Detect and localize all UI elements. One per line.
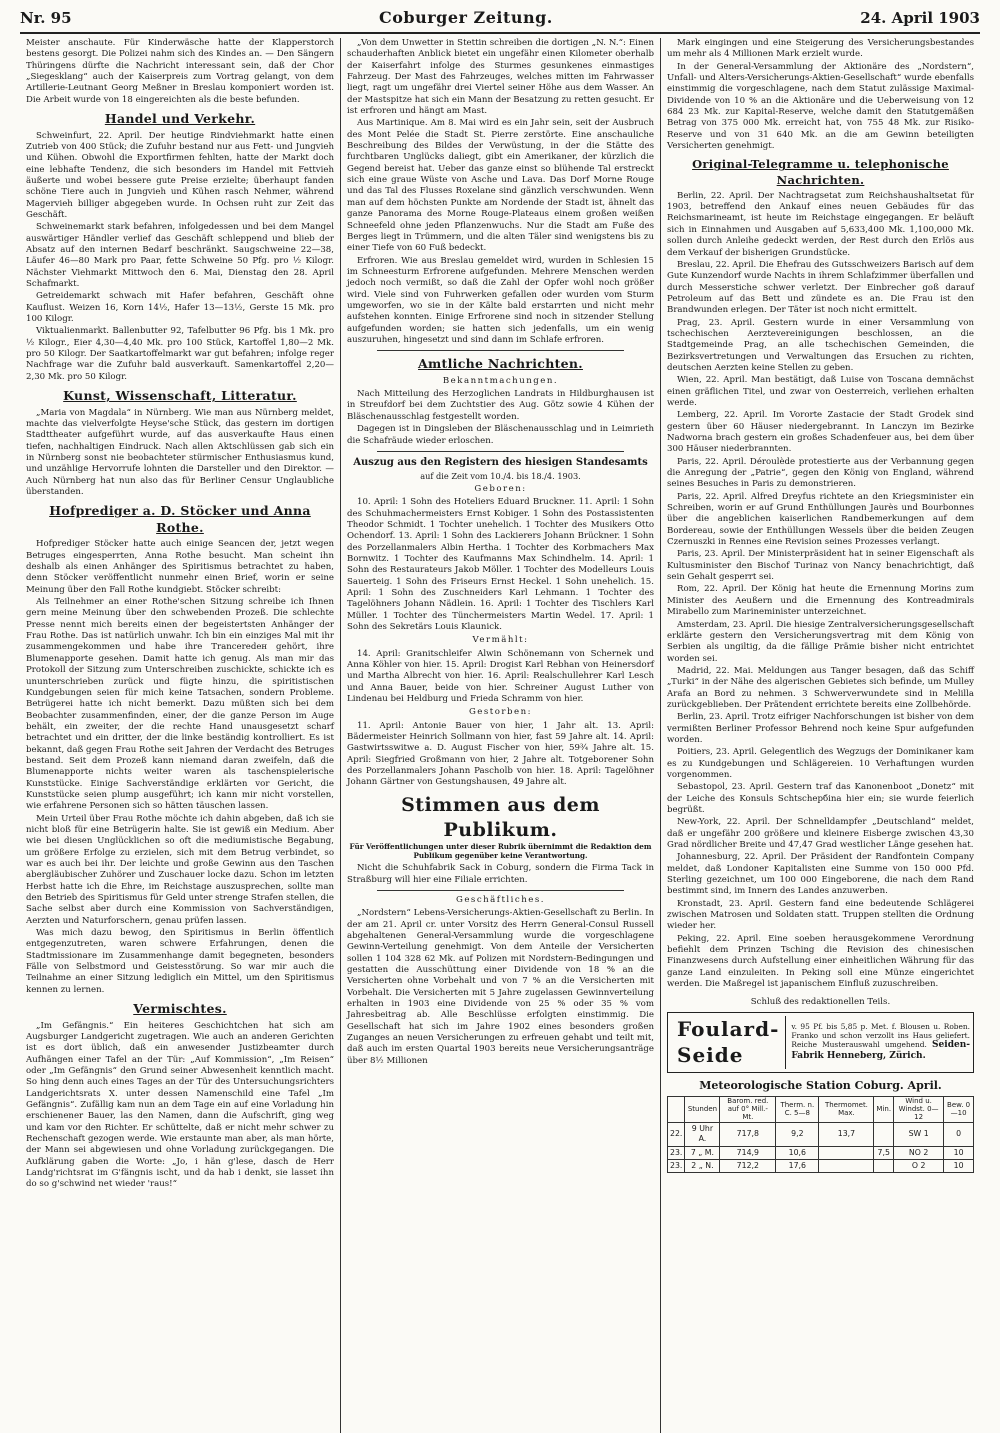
issue-date: 24. April 1903 (860, 9, 980, 27)
weather-cell: 714,9 (720, 1146, 776, 1159)
telegram-item: Peking, 22. April. Eine soeben herausgekommene Verordnung befiehlt dem Prinzen Tsching die Revision des chinesischen Finanzwesens durch Aufstellung einer einheitlichen Währung für das ganze Land einzuleiten. In Peking soll eine Münze eingerichtet werden. Die Maßregel ist japanischem Einfluß zuzuschreiben. (667, 933, 974, 990)
amtliche-heading: Amtliche Nachrichten. (418, 356, 583, 372)
telegram-item: Berlin, 22. April. Der Nachtragsetat zum Reichshaushaltsetat für 1903, betreffend den Ankauf eines neuen Gebäudes für das Reichsmarineamt, ist heute im Reichstage eingegangen. Er beläuft sich in Einnahmen und Ausgaben auf 5,633,400 Mk. 1,100,000 Mk. sollen durch Anleihe gedeckt werden, der Rest durch den Erlös aus dem Verkauf der bisherigen Grundstücke. (667, 190, 974, 258)
handel-paragraph: Getreidemarkt schwach mit Hafer befahren, Geschäft ohne Kauflust. Weizen 16, Korn 14½, Hafer 13—13½, Gerste 15 Mk. pro 100 Kilogr. (26, 291, 334, 325)
column-1 (20, 38, 340, 1433)
telegram-item: Amsterdam, 23. April. Die hiesige Zentralversicherungsgesellschaft erklärte gestern den Versicherungsvertrag mit dem König von Serbien als ungiltig, da die fällige Prämie bisher nicht entrichtet worden sei. (667, 619, 974, 664)
kunst-heading: Kunst, Wissenschaft, Litteratur. (63, 388, 297, 404)
weather-table-title: Meteorologische Station Coburg. April. (699, 1078, 942, 1092)
weather-col-header: Min. (874, 1097, 894, 1123)
vermaehlt-heading: Vermählt: (472, 635, 529, 646)
weather-cell: 17,6 (776, 1160, 819, 1173)
handel-paragraph: Schweinemarkt stark befahren, infolgedessen und bei dem Mangel auswärtiger Händler verlief das Geschäft schleppend und blieb der Absatz auf den internen Bedarf beschränkt. Saugschweine 22—38, Läufer 46—80 Mark pro Paar, fette Schweine 50 Pfg. pro ½ Kilogr. Nächster Viehmarkt Mittwoch den 6. Mai, Dienstag den 28. April Schafmarkt. (26, 222, 334, 290)
weather-cell (874, 1160, 894, 1173)
divider (377, 890, 624, 891)
newspaper-title: Coburger Zeitung. (378, 8, 553, 27)
telegram-item: Paris, 23. April. Der Ministerpräsident hat in seiner Eigenschaft als Kultusminister den Bischof Turinaz von Nancy benachrichtigt, daß sein Gehalt gesperrt sei. (667, 549, 974, 583)
weather-cell: 10 (944, 1146, 974, 1159)
weather-cell: 712,2 (720, 1160, 776, 1173)
ad-seller: Seiden-Fabrik Henneberg, Zürich. (791, 1040, 970, 1062)
stimmen-paragraph: Nicht die Schuhfabrik Sack in Coburg, sondern die Firma Tack in Straßburg will hier eine Filiale errichten. (347, 863, 654, 885)
telegram-item: Wien, 22. April. Man bestätigt, daß Luise von Toscana demnächst einen gräflichen Titel, und zwar von Oesterreich, verliehen erhalten werde. (667, 375, 974, 408)
weather-cell: 9,2 (776, 1123, 819, 1147)
weather-cell: O 2 (894, 1160, 944, 1173)
telegram-item: Paris, 22. April. Déroulède protestierte aus der Verbannung gegen die Anregung der „Patrie“, gegen den König von England, während seines Besuches in Paris zu demonstrieren. (667, 456, 974, 490)
handel-paragraph: Viktualienmarkt. Ballenbutter 92, Tafelbutter 96 Pfg. bis 1 Mk. pro ½ Kilogr., Eier 4,30—4,40 Mk. pro 100 Stück, Kartoffel 1,80—2 Mk. pro 50 Kilogr. Der Saatkartoffelmarkt war gut befahren; infolge reger Nachfrage war die Zufuhr bald ausverkauft. Samenkartoffel 2,20—2,30 Mk. pro 50 Kilogr. (26, 326, 334, 382)
amtliche-paragraph: Nach Mitteilung des Herzoglichen Landrats in Hildburghausen ist in Streufdorf bei dem Zuchtstier des Aug. Götz sowie 4 Kühen der Bläschenausschlag festgestellt worden. (347, 389, 654, 422)
handel-paragraph: Schweinfurt, 22. April. Der heutige Rindviehmarkt hatte einen Zutrieb von 400 Stück; die Zufuhr bestand nur aus Fett- und Jungvieh und Kühen. Obwohl die Exportfirmen fehlten, hatte der Markt doch eine lebhafte Tendenz, die sich besonders im Handel mit Fettvieh äußerte und wobei bessere gute Preise erzielte; überhaupt fanden schöne Tiere auch in Jungvieh und Kühen rasch Nehmer, während Magervieh billiger abgegeben wurde. In Ochsen ruht zur Zeit das Geschäft. (26, 130, 334, 220)
masthead (20, 8, 980, 34)
weather-cell: 2 „ N. (685, 1160, 720, 1173)
weather-col-header: Stunden (685, 1097, 720, 1123)
weather-cell: SW 1 (894, 1123, 944, 1147)
telegram-item: Rom, 22. April. Der König hat heute die Ernennung Morins zum Minister des Aeußern und die Ernennung des Kontreadmirals Mirabello zum Marineminister unterzeichnet. (667, 584, 974, 618)
geboren-list: 10. April: 1 Sohn des Hoteliers Eduard Bruckner. 11. April: 1 Sohn des Schuhmachermeisters Ernst Kobiger. 1 Sohn des Postassistenten Theodor Schmidt. 1 Tochter unehelich. 1 Tochter des Musikers Otto Ochendorf. 13. April: 1 Sohn des Lackierers Johann Brückner. 1 Sohn des Porzellanmalers Albin Hertha. 1 Tochter des Korbmachers Max Bornwitz. 1 Tochter des Kaufmanns Max Schindhelm. 14. April: 1 Sohn des Restaurateurs Jakob Möller. 1 Tochter des Modelleurs Louis Sauerteig. 1 Sohn des Friseurs Ernst Heckel. 1 Sohn unehelich. 15. April: 1 Sohn des Zuschneiders Karl Lehmann. 1 Tochter des Tagelöhners Johann Nädlein. 16. April: 1 Tochter des Tischlers Karl Müller. 1 Tochter des Tünchermeisters Martin Wedel. 17. April: 1 Sohn des Sekretärs Louis Klaunick. (347, 497, 654, 632)
weather-table (667, 1096, 974, 1173)
weather-col-header: Barom. red. auf 0° Mill.-Mt. (720, 1097, 776, 1123)
geboren-heading: Geboren: (474, 483, 527, 494)
columns (20, 38, 980, 1433)
weather-row (668, 1146, 974, 1159)
weather-cell (874, 1123, 894, 1147)
column-2 (340, 38, 660, 1433)
geschaeftliches-paragraph: „Nordstern“ Lebens-Versicherungs-Aktien-Gesellschaft zu Berlin. In der am 21. April cr. unter Vorsitz des Herrn General-Consul Russell abgehaltenen General-Versammlung wurde die vorgeschlagene Gewinn-Verteilung genehmigt. Von dem Anteile der Versicherten sollen 1 104 328 62 Mk. auf Polizen mit Nordstern-Bedingungen und gestatten die Ausschüttung einer Dividende von 18 % an die Versicherten ohne Vorbehalt und von 7 % an die Versicherten mit Vorbehalt. Die Versicherten mit 5 Jahre zugelassen Gewinnverteilung erhalten in 1903 eine Dividende von 25 % oder 35 % vom Jahresbeitrag ab. Alle Beschlüsse erfolgten einstimmig. Die Gesellschaft hat sich im Jahre 1902 eines besonders großen Zuganges an neuen Versicherungen zu erfreuen gehabt und teilt mit, daß auch im ersten Quartal 1903 bereits neue Versicherungsanträge über 8½ Millionen (347, 908, 654, 1066)
vermischtes-paragraph: „Im Gefängnis.“ Ein heiteres Geschichtchen hat sich am Augsburger Landgericht zugetragen. Wie auch an anderen Gerichten ist es dort üblich, daß ein anwesender Justizbeamter durch Aufhängen einer Tafel an der Tür: „Auf Kommission“, „Im Reisen“ oder „Im Gefängnis“ den Grund seiner Abwesenheit kenntlich macht. So hing denn auch eines Tages an der Tür des Untersuchungsrichters Landgerichtsrats X. unter dessen Namenschild eine Tafel „Im Gefängnis“. Zufällig kam nun an dem Tage ein auf eine Vorladung hin erschienener Bauer, las den Namen, dann die Aufschrift, ging weg und kam vor den Richter. Er schüttelte, daß er nicht mehr schwer zu Rechenschaft gezogen werde. Wie erstaunte man aber, als man hörte, der Mann sei abgewiesen und ohne Vorladung zurückgegangen. Die Aufklärung gaben die Worte: „Jo, i hän g'lese, dasch de Herr Landg'richtsrat im G'fängnis ischt, und da hab i denkt, sie lasset ihn do so g'schwind net wieder 'raus!“ (26, 1020, 334, 1190)
telegram-item: New-York, 22. April. Der Schnelldampfer „Deutschland“ meldet, daß er ungefähr 200 größere und kleinere Eisberge zwischen 43,30 Grad nördlicher Breite und 47,47 Grad westlicher Länge gesehen hat. (667, 817, 974, 851)
weather-cell: 9 Uhr A. (685, 1123, 720, 1147)
column-3 (660, 38, 980, 1433)
weather-cell (819, 1146, 874, 1159)
stoecker-paragraph: Als Teilnehmer an einer Rothe'schen Sitzung schreibe ich Ihnen gern meine Meinung über den schwebenden Prozeß. Die schlechte Presse nennt mich bereits einen der begeistertsten Anhänger der Frau Rothe. Das ist natürlich unwahr. Ich bin ein einziges Mal mit ihr zusammengekommen und habe ihre Tranceredeн gehört, ihre Blumenapporte gesehen. Damit hatte ich genug. Als man mir das Protokoll der Sitzung zum Unterschreiben zuschickte, schickte ich es ununterschrieben zurück und fügte hinzu, die spiritistischen Kundgebungen seien für mich keine Tatsachen, sondern Probleme. Betrügerei hatte ich nicht bemerkt. Dazu müßten sich bei dem Beobachter zusammenfinden, einer, der die ganze Person im Auge behält, ein zweiter, der die rechte Hand unausgesetzt scharf betrachtet und ein dritter, der die linke beständig kontrolliert. Es ist bekannt, daß gegen Frau Rothe seit Jahren der Verdacht des Betruges bestand. Seit dem Prozeß kann niemand daran zweifeln, daß die Blumenapporte nichts weiter waren als taschenspielerische Kunststücke. Einige Sachverständige erklärten vor Gericht, die Kunststücke seien plump ausgeführt; ich kann mir nicht vorstellen, wie erfahrene Personen sich so hätten täuschen lassen. (26, 597, 334, 812)
weather-row (668, 1160, 974, 1173)
weather-col-header (668, 1097, 685, 1123)
telegram-item: Kronstadt, 23. April. Gestern fand eine bedeutende Schlägerei zwischen Matrosen und Soldaten statt. Truppen stellten die Ordnung wieder her. (667, 898, 974, 932)
col3-intro-paragraph: In der General-Versammlung der Aktionäre des „Nordstern“, Unfall- und Alters-Versicherungs-Aktien-Gesellschaft“ wurde ebenfalls einstimmig die vorgeschlagene, nach dem Statut zulässige Maximal-Dividende von 10 % an die Aktionäre und die Ueberweisung von 12 684 23 Mk. zur Kapital-Reserve, welche damit den Statutgemäßen Betrag von 375 000 Mk. erreicht hat, von 755 48 Mk. zur Risiko-Reserve und von 31 640 Mk. an die am Gewinn beteiligten Versicherten genehmigt. (667, 61, 974, 152)
weather-cell: NO 2 (894, 1146, 944, 1159)
weather-col-header: Therm. n. C. 5—8 (776, 1097, 819, 1123)
ad-brand: Foulard-Seide (671, 1016, 786, 1069)
telegramme-heading: Original-Telegramme u. telephonische Nachrichten. (692, 157, 949, 187)
stimmen-heading: Stimmen aus dem Publikum. (401, 793, 600, 841)
col2-intro-paragraph: Erfroren. Wie aus Breslau gemeldet wird, wurden in Schlesien 15 im Schneesturm Erfrorene aufgefunden. Mehrere Menschen werden jedoch noch vermißt, so daß die Zahl der Opfer wohl noch größer wird. Viele sind von Fuhrwerken gefallen oder wurden vom Sturm umgeworfen, wo sie in der Kälte bald erstarrten und nicht mehr aufstehen konnten. Einige Erfrorene sind noch in sitzender Stellung aufgefunden worden; sie hatten sich jedenfalls, um ein wenig auszuruhen, hingesetzt und sind dann im Schlafe erfroren. (347, 255, 654, 345)
amtliche-subheading: Bekanntmachungen. (442, 375, 559, 386)
divider (377, 451, 624, 452)
stoecker-paragraph: Was mich dazu bewog, den Spiritismus in Berlin öffentlich entgegenzutreten, waren schwere Erfahrungen, denen die Stadtmissionare im Zusammenhange damit begegneten, besonders Fälle von Selbstmord und Geistesstörung. So war mir auch die Teilnahme an einer Sitzung lediglich ein Mittel, um den Spiritismus kennen zu lernen. (26, 928, 334, 995)
issue-number: Nr. 95 (20, 9, 72, 27)
geschaeftliches-heading: Geschäftliches. (455, 894, 546, 905)
weather-cell: 13,7 (819, 1123, 874, 1147)
register-period: auf die Zeit vom 10./4. bis 18./4. 1903. (420, 471, 581, 482)
amtliche-paragraph: Dagegen ist in Dingsleben der Bläschenausschlag und in Leimrieth die Schafräude wieder erloschen. (347, 424, 654, 446)
vermaehlt-list: 14. April: Granitschleifer Alwin Schönemann von Schernek und Anna Köhler von hier. 15. April: Drogist Karl Rebhan von Heinersdorf und Martha Albrecht von hier. 16. April: Realschullehrer Karl Lesch und Anna Bauer, beide von hier. Schreiner August Luther von Lindenau bei Heldburg und Frieda Schramm von hier. (347, 648, 654, 705)
telegram-item: Poitiers, 23. April. Gelegentlich des Wegzugs der Dominikaner kam es zu Kundgebungen und Schlägereien. 10 Verhaftungen wurden vorgenommen. (667, 747, 974, 780)
stoecker-heading: Hofprediger a. D. Stöcker und Anna Rothe. (49, 503, 311, 535)
telegram-item: Paris, 22. April. Alfred Dreyfus richtete an den Kriegsminister ein Schreiben, worin er auf Grund Enthüllungen Jaurès und Bourbonnes über die angeblichen kaiserlichen Randbemerkungen auf dem Bordereau, sowie der Enthüllungen Wessels über die beiden Zeugen Czernuszki in Rennes eine Revision seines Prozesses verlangt. (667, 491, 974, 548)
gestorben-list: 11. April: Antonie Bauer von hier, 1 Jahr alt. 13. April: Bädermeister Heinrich Sollmann von hier, fast 59 Jahre alt. 14. April: Gastwirtsswitwe a. D. August Fischer von hier, 59¾ Jahre alt. 15. April: Siegfried Großmann von hier, 2 Jahre alt. Totgeborener Sohn des Porzellanmalers Johann Pascholb von hier. 18. April: Tagelöhner Johann Gärtner von Gestungshausen, 49 Jahre alt. (347, 720, 654, 788)
vermischtes-heading: Vermischtes. (133, 1001, 227, 1017)
weather-header-row (668, 1097, 974, 1123)
weather-row (668, 1123, 974, 1147)
weather-col-header: Wind u. Windst. 0—12 (894, 1097, 944, 1123)
weather-cell: 10,6 (776, 1146, 819, 1159)
weather-cell: 0 (944, 1123, 974, 1147)
weather-cell: 23. (668, 1146, 685, 1159)
telegram-item: Lemberg, 22. April. Im Vororte Zastacie der Stadt Grodek sind gestern über 60 Häuser niedergebrannt. In Lanczyn im Bezirke Nadworna brach gestern ein großes Schadenfeuer aus, bei dem über 300 Häuser niederbrannten. (667, 410, 974, 455)
telegram-item: Sebastopol, 23. April. Gestern traf das Kanonenboot „Donetz“ mit der Leiche des Konsuls Schtschербina hier ein; sie wurde feierlich begrüßt. (667, 782, 974, 815)
ad-description: v. 95 Pf. bis 5,85 p. Met. f. Blousen u. Roben. Franko und schon verzollt ins Haus geliefert. Reiche Musterauswahl umgehend. (791, 1021, 970, 1050)
weather-cell: 22. (668, 1123, 685, 1147)
weather-cell: 10 (944, 1160, 974, 1173)
gestorben-heading: Gestorben: (468, 707, 533, 718)
weather-cell (819, 1160, 874, 1173)
stimmen-disclaimer: Für Veröffentlichungen unter dieser Rubrik übernimmt die Redaktion dem Publikum gegenüber keine Verantwortung. (349, 841, 652, 860)
weather-cell: 7,5 (874, 1146, 894, 1159)
weather-col-header: Bew. 0—10 (944, 1097, 974, 1123)
telegram-item: Madrid, 22. Mai. Meldungen aus Tanger besagen, daß das Schiff „Turki“ in der Nähe des algerischen Gebietes sich befinde, um Mulley Arafa an Bord zu nehmen. 3 Schwerverwundete sind in Melilla zurückgeblieben. Der Prätendent errichtete bereits eine Zollbehörde. (667, 665, 974, 710)
ad-text (786, 1022, 970, 1063)
stoecker-paragraph: Mein Urteil über Frau Rothe möchte ich dahin abgeben, daß ich sie nicht bloß für eine Betrügerin halte. Sie ist gewiß ein Medium. Aber wie bei diesen Unglücklichen so oft die mediumistische Begabung, um größere Erfolge zu erzielen, sich mit dem Betrug verbindet, so war es auch bei ihr. Der leichte und große Gewinn aus den Taschen abergläubischer Zuhörer und Zuschauer locke dazu. Schon im letzten Herbst hatte ich die Ehre, im Reichstage auszusprechen, sollte man den Betrieb des Spiritismus für Geld unter strenge Strafen stellen, die Sache selbst aber durch eine Kommission von Sachverständigen, Aerzten und Naturforschern, genau prüfen lassen. (26, 813, 334, 926)
telegram-item: Breslau, 22. April. Die Ehefrau des Gutsschweizers Barisch auf dem Gute Kunzendorf wurde Nachts in ihrem Schlafzimmer überfallen und durch Messerstiche schwer verletzt. Der Einbrecher goß darauf Petroleum auf das Bett und zündete es an. Die Frau ist den Brandwunden erlegen. Der Täter ist noch nicht ermittelt. (667, 259, 974, 316)
divider (377, 350, 624, 351)
handel-heading: Handel und Verkehr. (104, 111, 256, 127)
col2-intro-paragraph: „Von dem Unwetter in Stettin schreiben die dortigen „N. N.“: Einen schauderhaften Anblick bietet ein ungefähr einen Kilometer oberhalb der Kaiserfahrt infolge des Sturmes gesunkenes einmastiges Fahrzeug. Der Mast des Fahrzeuges, welches mitten im Fahrwasser liegt, ragt um ungefähr drei Viertel seiner Höhe aus dem Wasser. An der Mastspitze hat sich ein Mann der Besatzung zu retten gesucht. Er ist erfroren und hängt am Mast. (347, 38, 654, 117)
weather-col-header: Thermomet. Max. (819, 1097, 874, 1123)
kunst-paragraph: „Maria von Magdala“ in Nürnberg. Wie man aus Nürnberg meldet, machte das vielverfolgte Heyse'sche Stück, das gestern im dortigen Stadttheater aufgeführt wurde, auf das ausverkaufte Haus einen tiefen, nachhaltigen Eindruck. Nach allen Aktschlüssen gab sich ein in Nürnberg sonst nie beobachteter stürmischer Enthusiasmus kund, und unzählige Hervorrufe lohnten die Darsteller und den Direktor. — Auch Nürnberg hat nun also das für Berliner Censur Unglaubliche überstanden. (26, 407, 334, 498)
telegram-item: Berlin, 23. April. Trotz eifriger Nachforschungen ist bisher von dem vermißten Berliner Professor Behrend noch keine Spur aufgefunden worden. (667, 712, 974, 745)
telegram-item: Prag, 23. April. Gestern wurde in einer Versammlung von tschechischen Aerztevereinigungen beschlossen, an die Stadtgemeinde Prag, an alle tschechischen Gemeinden, die Bezirksvertretungen und Verwaltungen das Ersuchen zu richten, deutschen Aerzten keine Stellen zu geben. (667, 317, 974, 373)
stoecker-paragraph: Hofprediger Stöcker hatte auch einige Seancen der, jetzt wegen Betruges eingesperrten, Anna Rothe besucht. Man scheint ihn deshalb als einen Anhänger des Spiritismus betrachtet zu haben, denn Stöcker veröffentlicht nunmehr einen Brief, worin er seine Meinung über den Fall Rothe kundgiebt. Stöcker schreibt: (26, 539, 334, 595)
end-of-editorial: Schluß des redaktionellen Teils. (750, 996, 891, 1007)
col3-intro-paragraph: Mark eingingen und eine Steigerung des Versicherungsbestandes um mehr als 4 Millionen Mark erzielt wurde. (667, 38, 974, 60)
foulard-seide-ad (667, 1012, 974, 1073)
register-heading: Auszug aus den Registern des hiesigen Standesamts (353, 456, 648, 468)
weather-cell: 7 „ M. (685, 1146, 720, 1159)
telegram-item: Johannesburg, 22. April. Der Präsident der Randfontein Company meldet, daß Londoner Kapitalisten eine Summe von 150 000 Pfd. Sterling gezeichnet, um 100 000 Eingeborene, die nach dem Rand bestimmt sind, im Innern des Landes anzuwerben. (667, 852, 974, 897)
weather-cell: 717,8 (720, 1123, 776, 1147)
weather-cell: 23. (668, 1160, 685, 1173)
col2-intro-paragraph: Aus Martinique. Am 8. Mai wird es ein Jahr sein, seit der Ausbruch des Mont Pelée die Stadt St. Pierre zerstörte. Eine anschauliche Beschreibung des Bildes der Verwüstung, in der die Stätte des furchtbaren Unglücks daliegt, gibt ein Amerikaner, der kürzlich die Gegend bereist hat. Ueber das ganze einst so blühende Tal erstreckt sich eine graue Wüste von Asche und Lava. Das Dorf Morne Rouge und das Tal des Flusses Roxelane sind gänzlich verschwunden. Wenn man auf dem höchsten Punkte am Nordende der Stadt ist, ähnelt das ganze Panorama des Morne Rouge-Plateaus einem großen weißen Schneefeld ohne jeden Pflanzenwuchs. Nur die Stadt am Fuße des Berges liegt in Trümmern, und die alten Täler sind wenigstens bis zu einer Tiefe von 60 Fuß bedeckt. (347, 118, 654, 254)
col1-intro: Meister anschaute. Für Kinderwäsche hatte der Klapperstorch bestens gesorgt. Die Polizei nahm sich des Kindes an. — Den Sängern Thüringens dürfte die Nachricht interessant sein, daß der Chor „Siegesklang“ auch der Kaiserpreis zum Vortrag gelangt, von dem Artillerie-Leutnant Georg Meßner in Breslau komponiert worden ist. Die Arbeit wurde von 18 eingereichten als die beste befunden. (26, 38, 334, 105)
